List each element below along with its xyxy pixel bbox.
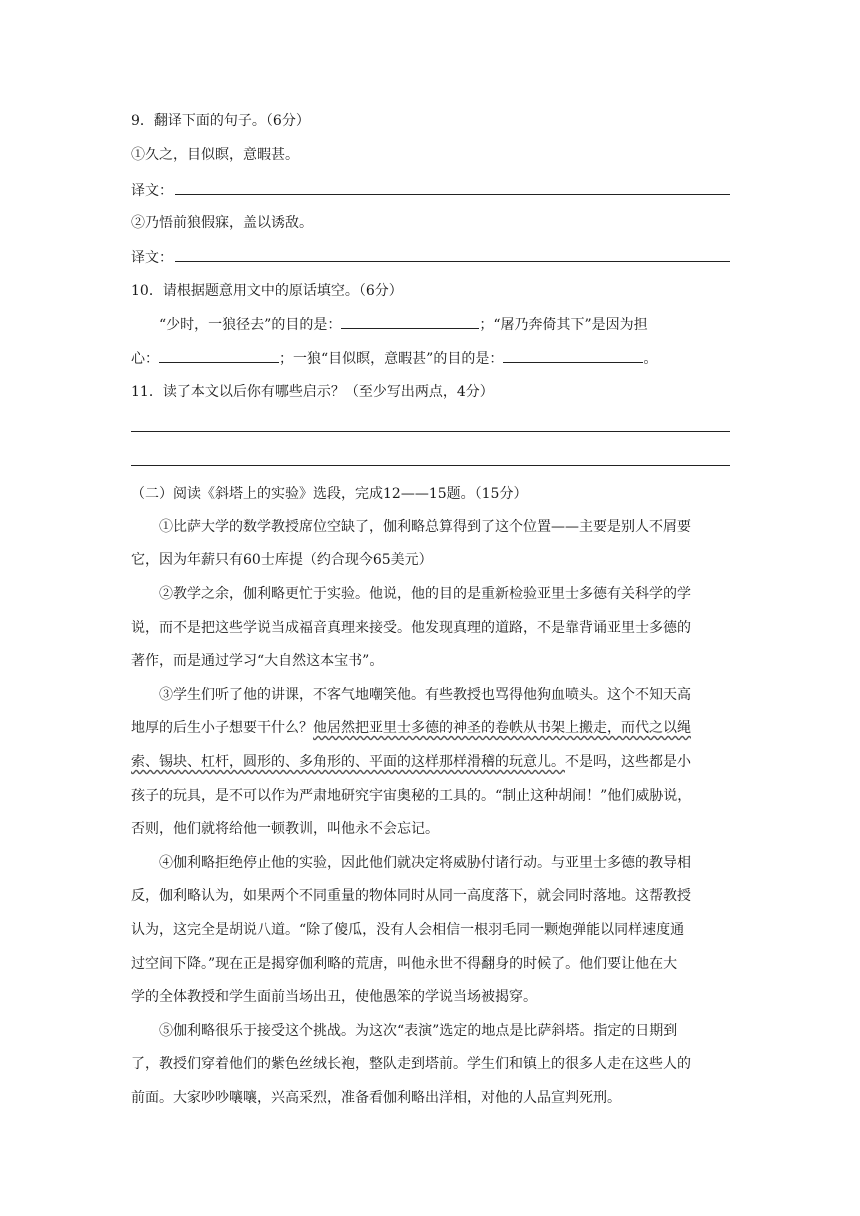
para-5-line-2: 了，教授们穿着他们的紫色丝绒长袍，整队走到塔前。学生们和镇上的很多人走在这些人的 (131, 1056, 691, 1072)
answer-label: 译文： (131, 250, 173, 266)
q10-line-1 (159, 314, 648, 335)
q10-text-2a: 心： (131, 351, 159, 367)
q10-blank-3[interactable] (503, 348, 643, 363)
para-4-line-1: ④伽利略拒绝停止他的实验，因此他们就决定将威胁付诸行动。与亚里士多德的教导相 (159, 855, 691, 871)
answer-label: 译文： (131, 183, 173, 199)
q10-text-2c: 。 (643, 351, 658, 367)
para-3-line-2 (131, 718, 691, 738)
para-3-line-4: 孩子的玩具，是不可以作为严肃地研究宇宙奥秘的工具的。“制止这种胡闹！”他们威胁说， (131, 788, 692, 804)
q10-text-2b: ；一狼“目似瞑，意暇甚”的目的是： (279, 351, 504, 367)
para-5-line-1: ⑤伽利略很乐于接受这个挑战。为这次“表演”选定的地点是比萨斜塔。指定的日期到 (159, 1023, 678, 1039)
answer-blank[interactable] (175, 247, 730, 262)
para-4-line-3: 认为，这完全是胡说八道。“除了傻瓜，没有人会相信一根羽毛同一颗炮弹能以同样速度通 (131, 922, 685, 938)
para-1-line-1: ①比萨大学的数学教授席位空缺了，伽利略总算得到了这个位置——主要是别人不屑要 (159, 519, 691, 535)
q10-line-2 (131, 348, 657, 369)
section2-title: （二）阅读《斜塔上的实验》选段，完成12——15题。（15分） (131, 486, 528, 502)
para-1-line-2: 它，因为年薪只有60士库提（约合现今65美元） (131, 552, 433, 568)
q10-blank-1[interactable] (341, 314, 479, 329)
q10-title: 10．请根据题意用文中的原话填空。（6分） (131, 283, 403, 299)
para-3-line-5: 否则，他们就将给他一顿教训，叫他永不会忘记。 (131, 821, 439, 837)
q11-answer-line-2[interactable] (131, 465, 730, 466)
para-4-line-2: 反，伽利略认为，如果两个不同重量的物体同时从同一高度落下，就会同时落地。这帮教授 (131, 888, 691, 904)
q9-answer-1[interactable] (131, 180, 730, 201)
para-3-line-3 (131, 752, 691, 772)
q9-answer-2[interactable] (131, 247, 730, 268)
para-2-line-2: 说，而不是把这些学说当成福音真理来接受。他发现真理的道路，不是靠背诵亚里士多德的 (131, 620, 691, 636)
q9-sentence-1: ①久之，目似瞑，意暇甚。 (131, 147, 299, 163)
para-5-line-3: 前面。大家吵吵嚷嚷，兴高采烈，准备看伽利略出洋相，对他的人品宣判死刑。 (131, 1090, 621, 1106)
para-3-text: 地厚的后生小子想要干什么？ (131, 720, 313, 736)
q10-text-1a: “少时，一狼径去”的目的是： (159, 317, 342, 333)
q11-answer-line-1[interactable] (131, 431, 730, 432)
q11-title: 11．读了本文以后你有哪些启示？（至少写出两点，4分） (131, 384, 494, 400)
q10-text-1b: ；“屠乃奔倚其下”是因为担 (479, 317, 648, 333)
q9-sentence-2: ②乃悟前狼假寐，盖以诱敌。 (131, 215, 313, 231)
para-3-line-1: ③学生们听了他的讲课，不客气地嘲笑他。有些教授也骂得他狗血喷头。这个不知天高 (159, 687, 691, 703)
para-4-line-5: 学的全体教授和学生面前当场出丑，使他愚笨的学说当场被揭穿。 (131, 989, 537, 1005)
para-3-text: 不是吗，这些都是小 (565, 754, 691, 770)
para-4-line-4: 过空间下降。”现在正是揭穿伽利略的荒唐，叫他永世不得翻身的时候了。他们要让他在大 (131, 956, 678, 972)
q10-blank-2[interactable] (159, 348, 279, 363)
para-3-underlined-text: 索、锡块、杠杆，圆形的、多角形的、平面的这样那样滑稽的玩意儿。 (131, 754, 565, 770)
q9-title: 9．翻译下面的句子。（6分） (131, 113, 310, 129)
para-2-line-1: ②教学之余，伽利略更忙于实验。他说，他的目的是重新检验亚里士多德有关科学的学 (159, 586, 691, 602)
para-3-underlined-text: 他居然把亚里士多德的神圣的卷帙从书架上搬走，而代之以绳 (313, 720, 691, 736)
answer-blank[interactable] (175, 180, 730, 195)
para-2-line-3: 著作，而是通过学习“大自然这本宝书”。 (131, 653, 384, 669)
